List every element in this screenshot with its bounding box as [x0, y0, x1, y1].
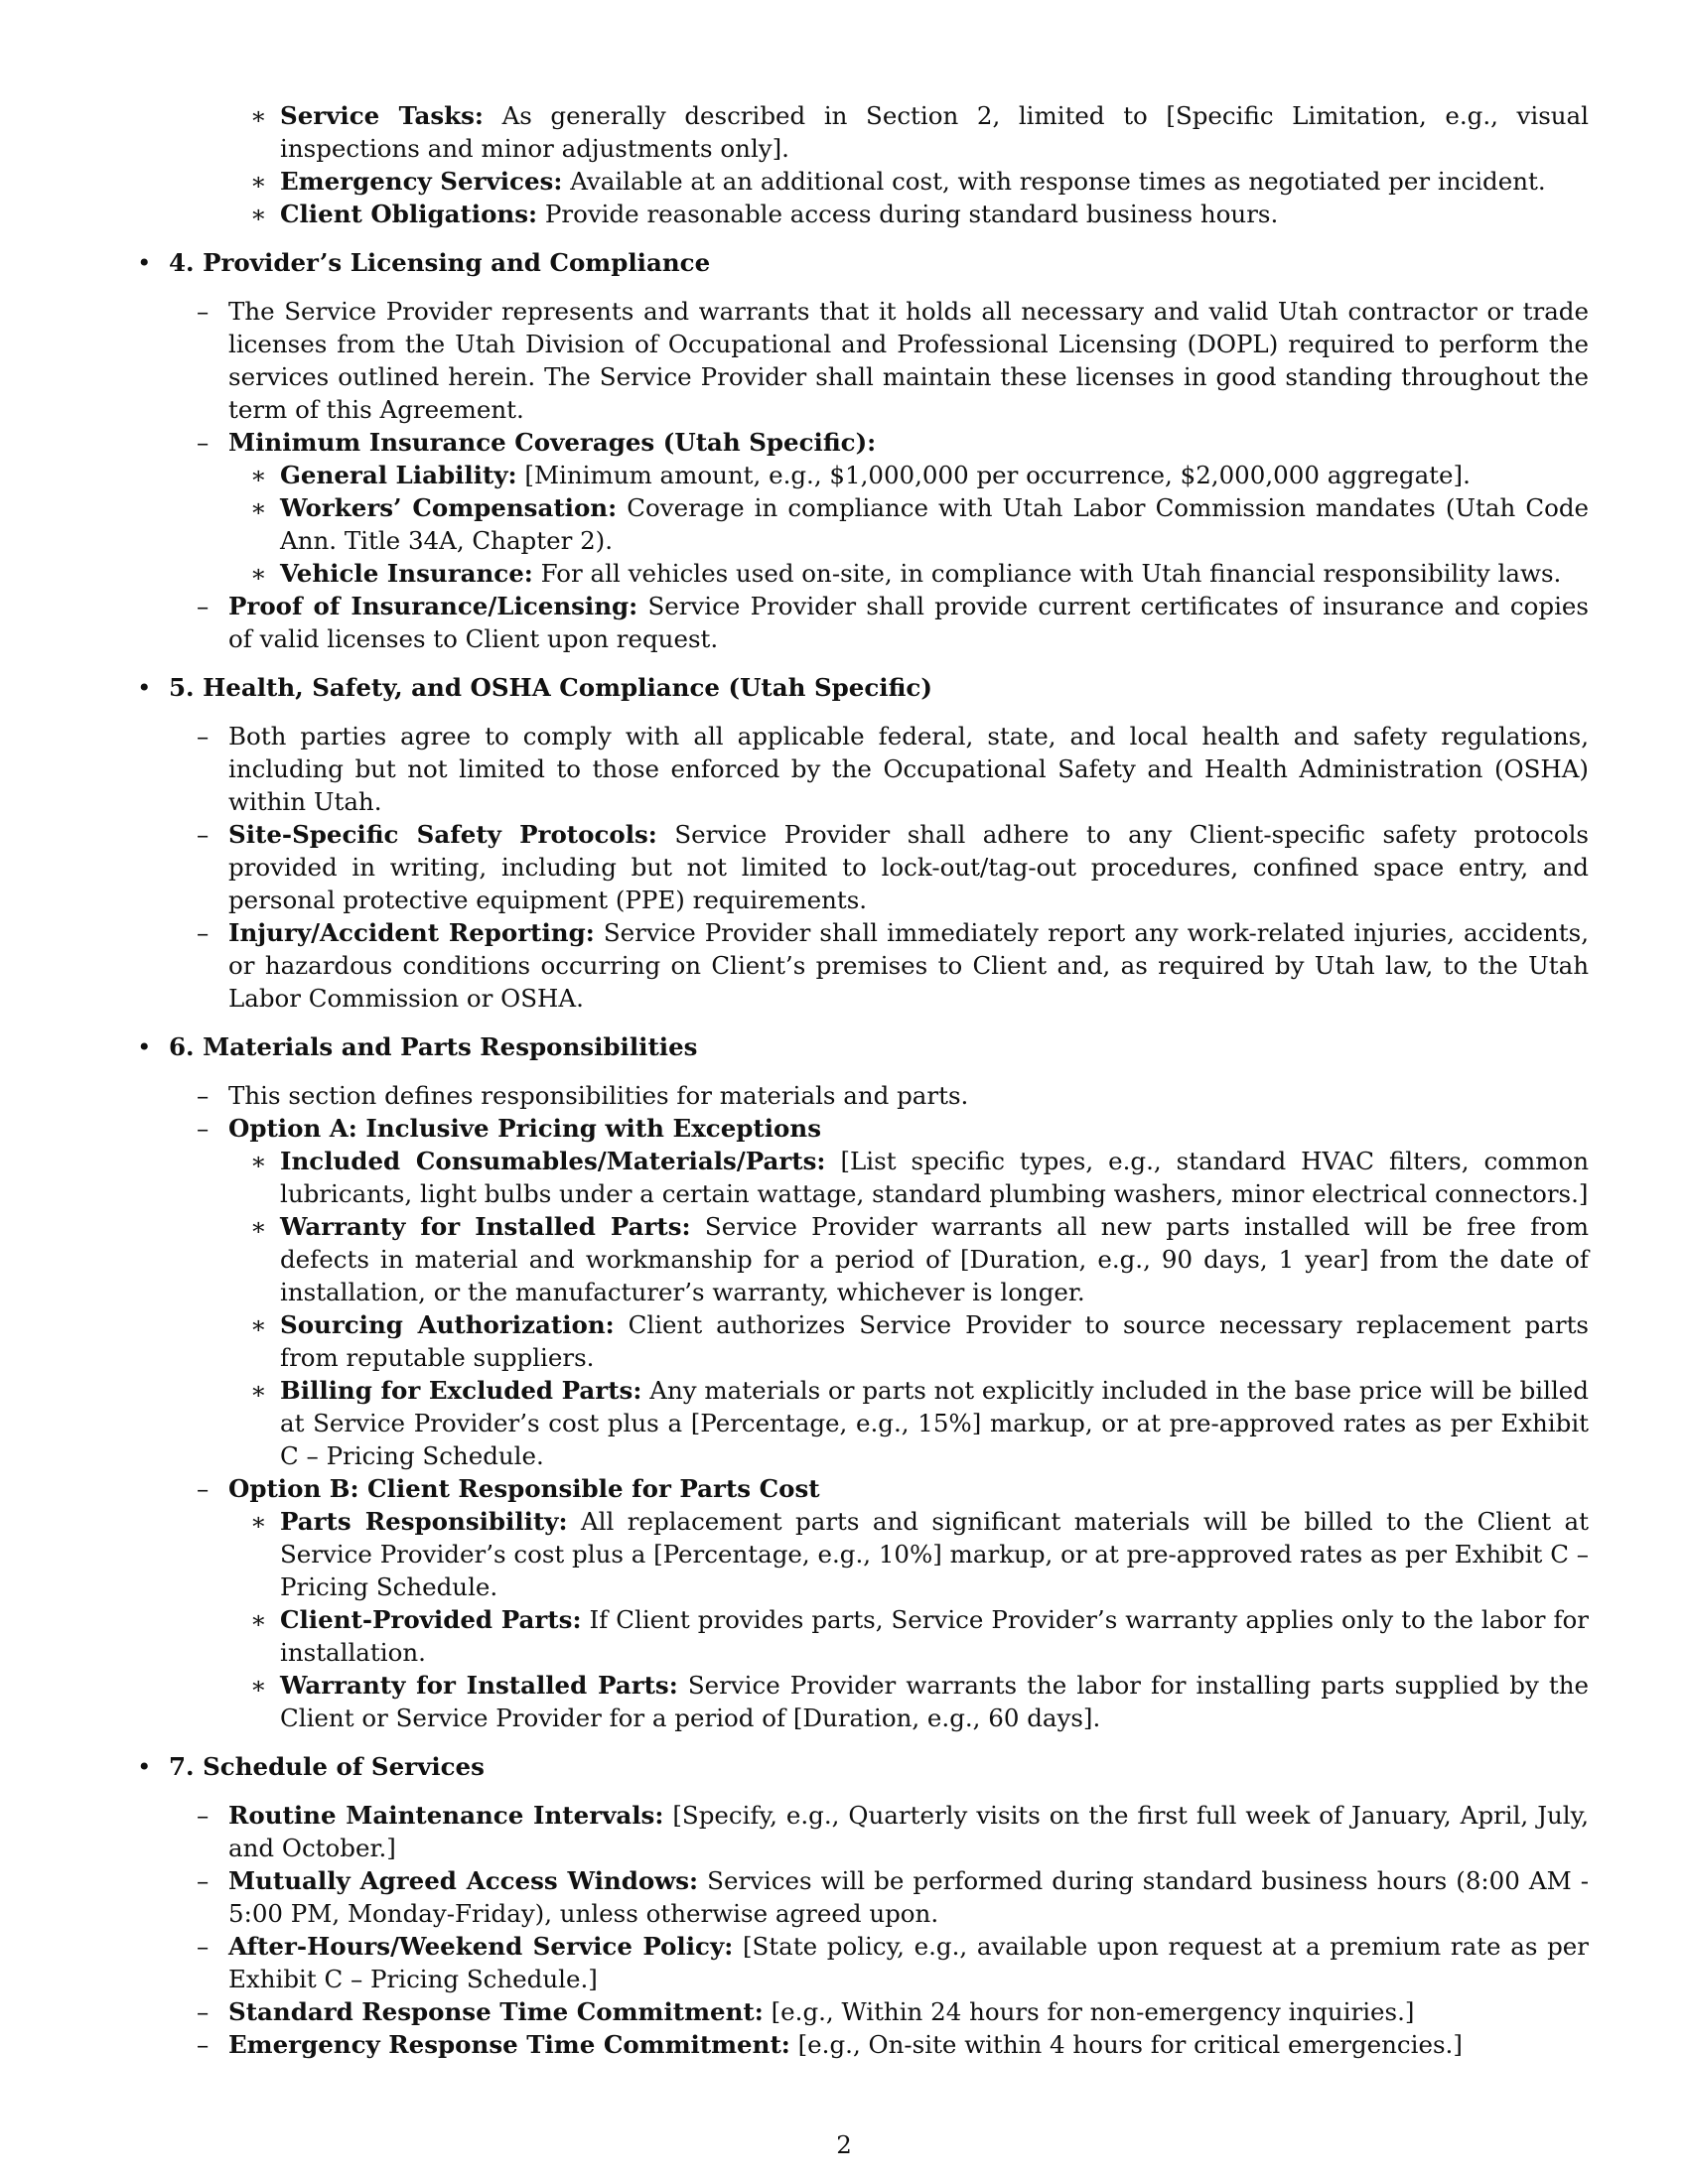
section-5-heading: • 5. Health, Safety, and OSHA Compliance (Utah Specific)	[137, 673, 932, 702]
list-item: ∗ General Liability: [Minimum amount, e.g., $1,000,000 per occurrence, $2,000,000 aggregate].	[250, 461, 1471, 489]
list-item: – Minimum Insurance Coverages (Utah Specific):	[197, 428, 877, 457]
list-item: – Standard Response Time Commitment: [e.g., Within 24 hours for non-emergency inquiries.]	[197, 1997, 1415, 2026]
list-item: ∗ Warranty for Installed Parts: Service Provider warrants all new parts installed will be free from defects in material and workmanship for a period of [Duration, e.g., 90 days, 1 year] from the date of installation, or the manufacturer’s warranty, whichever is longer.	[250, 1212, 1589, 1306]
list-item: – The Service Provider represents and warrants that it holds all necessary and valid Utah contractor or trade licenses from the Utah Division of Occupational and Professional Licensing (DOPL) required to perform the services outlined herein. The Service Provider shall maintain these licenses in good standing throughout the term of this Agreement.	[197, 297, 1589, 424]
section-4-heading: • 4. Provider’s Licensing and Compliance	[137, 248, 711, 277]
section-6-list	[137, 1079, 1589, 1734]
section-7-heading: • 7. Schedule of Services	[137, 1752, 485, 1781]
item-text: Provide reasonable access during standard business hours.	[544, 200, 1279, 228]
page-number: 2	[836, 2130, 852, 2159]
list-item: ∗ Emergency Services: Available at an additional cost, with response times as negotiated per incident.	[250, 167, 1546, 196]
list-item: – After-Hours/Weekend Service Policy: [State policy, e.g., available upon request at a premium rate as per Exhibit C – Pricing Schedule.]	[197, 1932, 1589, 1993]
list-item: ∗ Billing for Excluded Parts: Any materials or parts not explicitly included in the base price will be billed at Service Provider’s cost plus a [Percentage, e.g., 15%] markup, or at pre-approved rates as per Exhibit C – Pricing Schedule.	[250, 1376, 1589, 1470]
item-text: Available at an additional cost, with response times as negotiated per incident.	[570, 167, 1546, 196]
list-item: – This section defines responsibilities for materials and parts.	[197, 1081, 969, 1110]
list-item: – Proof of Insurance/Licensing: Service Provider shall provide current certificates of insurance and copies of valid licenses to Client upon request.	[197, 592, 1589, 653]
document-body	[137, 99, 1589, 2061]
list-item: ∗ Workers’ Compensation: Coverage in compliance with Utah Labor Commission mandates (Utah Code Ann. Title 34A, Chapter 2).	[250, 493, 1590, 555]
list-item: – Option B: Client Responsible for Parts Cost	[197, 1474, 820, 1503]
list-item: – Injury/Accident Reporting: Service Provider shall immediately report any work-related injuries, accidents, or hazardous conditions occurring on Client’s premises to Client and, as required by Utah law, to the Utah Labor Commission or OSHA.	[197, 918, 1589, 1013]
list-item: – Site-Specific Safety Protocols: Service Provider shall adhere to any Client-specific safety protocols provided in writing, including but not limited to lock-out/tag-out procedures, confined space entry, and personal protective equipment (PPE) requirements.	[197, 820, 1590, 914]
list-item: – Mutually Agreed Access Windows: Services will be performed during standard business hours (8:00 AM - 5:00 PM, Monday-Friday), unless otherwise agreed upon.	[197, 1866, 1589, 1928]
list-item: – Routine Maintenance Intervals: [Specify, e.g., Quarterly visits on the first full week of January, April, July, and October.]	[197, 1801, 1590, 1862]
list-item: ∗ Client Obligations: Provide reasonable access during standard business hours.	[250, 200, 1279, 228]
item-text: As generally described in Section 2, limited to [Specific Limitation, e.g., visual inspections and minor adjustments only].	[280, 101, 1589, 163]
section-4-list	[137, 295, 1589, 655]
section-5-list	[137, 720, 1589, 1015]
section-6-heading: • 6. Materials and Parts Responsibilities	[137, 1032, 698, 1061]
intro-list	[137, 99, 1589, 230]
list-item: ∗ Parts Responsibility: All replacement parts and significant materials will be billed to the Client at Service Provider’s cost plus a [Percentage, e.g., 10%] markup, or at pre-approved rates as per Exhibit C – Pricing Schedule.	[250, 1507, 1589, 1601]
item-label: Emergency Services:	[280, 167, 563, 196]
item-label: Service Tasks:	[280, 101, 484, 130]
list-item: – Both parties agree to comply with all applicable federal, state, and local health and safety regulations, including but not limited to those enforced by the Occupational Safety and Health Administration (OSHA) within Utah.	[197, 722, 1589, 816]
list-item: – Emergency Response Time Commitment: [e.g., On-site within 4 hours for critical emergencies.]	[197, 2030, 1463, 2059]
list-item: ∗ Included Consumables/Materials/Parts: [List specific types, e.g., standard HVAC filters, common lubricants, light bulbs under a certain wattage, standard plumbing washers, minor electrical connectors.]	[250, 1147, 1589, 1208]
item-label: Client Obligations:	[280, 200, 538, 228]
section-7-list	[137, 1799, 1589, 2061]
list-item: ∗ Client-Provided Parts: If Client provides parts, Service Provider’s warranty applies only to the labor for installation.	[250, 1605, 1589, 1667]
list-item: – Option A: Inclusive Pricing with Exceptions	[197, 1114, 822, 1143]
list-item: ∗ Service Tasks: As generally described in Section 2, limited to [Specific Limitation, e.g., visual inspections and minor adjustments only].	[250, 101, 1589, 163]
list-item: ∗ Vehicle Insurance: For all vehicles used on-site, in compliance with Utah financial responsibility laws.	[250, 559, 1562, 588]
list-item: ∗ Warranty for Installed Parts: Service Provider warrants the labor for installing parts supplied by the Client or Service Provider for a period of [Duration, e.g., 60 days].	[250, 1671, 1589, 1732]
list-item: ∗ Sourcing Authorization: Client authorizes Service Provider to source necessary replacement parts from reputable suppliers.	[250, 1310, 1589, 1372]
